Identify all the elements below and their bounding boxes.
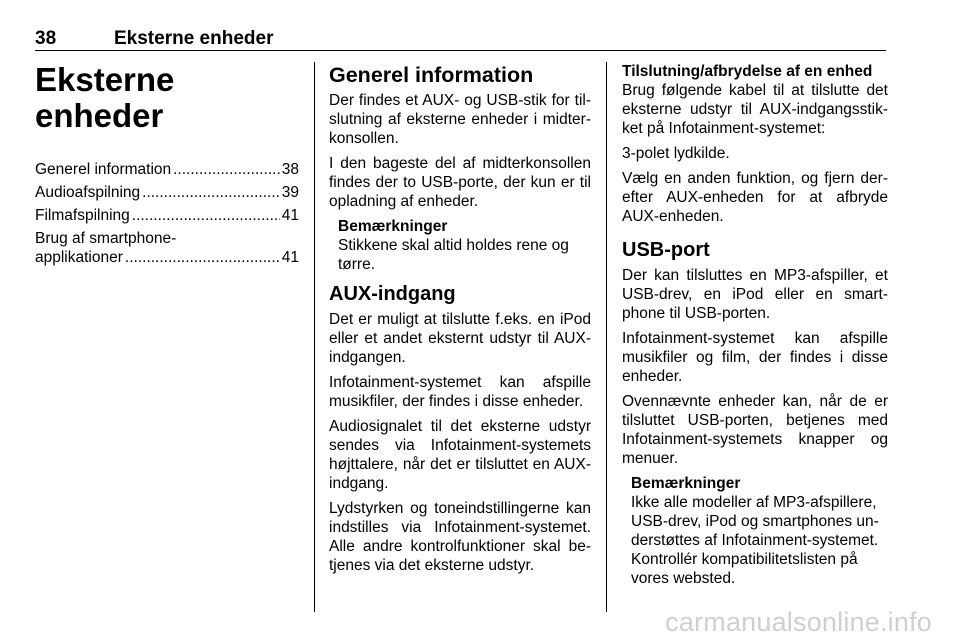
note-label: Bemærkninger xyxy=(338,218,448,235)
sub-heading: Tilslutning/afbrydelse af en enhed xyxy=(622,63,873,80)
paragraph: I den bageste del af midterkonsollen findes der to USB-porte, der kun er til opladning af enheder. xyxy=(329,155,591,210)
section-heading: AUX-indgang xyxy=(329,283,456,305)
column-divider-2 xyxy=(606,62,607,612)
note-text: Ikke alle modeller af MP3-afspillere, USB-drev, iPod og smartphones un-derstøttes af Infotainment-systemet. Kontrollér kompatibilitetslisten på vores websted. xyxy=(631,494,879,587)
paragraph: Der findes et AUX- og USB-stik for til-slutning af eksterne enheder i midter-konsollen. xyxy=(329,92,591,147)
note-label: Bemærkninger xyxy=(631,475,741,492)
column-toc xyxy=(35,62,299,271)
page-number: 38 xyxy=(35,28,57,49)
paragraph: 3-polet lydkilde. xyxy=(622,145,730,162)
running-head: Eksterne enheder xyxy=(114,28,274,49)
watermark: carmanualsonline.info xyxy=(665,607,932,637)
paragraph: Det er muligt at tilslutte f.eks. en iPod eller et andet eksternt udstyr til AUX-indgangen. xyxy=(329,311,591,366)
section-heading: Generel information xyxy=(329,63,534,87)
note-box xyxy=(329,217,591,274)
toc-entry[interactable]: Generel information ..... 38 xyxy=(35,160,299,179)
toc-entry[interactable]: Audioafspilning ..... 39 xyxy=(35,183,299,202)
paragraph: Brug følgende kabel til at tilslutte det eksterne udstyr til AUX-indgangsstik-ket på Infotainment-systemet: xyxy=(622,82,888,137)
column-general-info xyxy=(329,62,591,581)
toc-entry[interactable]: Filmafspilning ..... 41 xyxy=(35,206,299,225)
paragraph: Infotainment-systemet kan afspille musikfiler, der findes i disse enheder. xyxy=(329,374,591,410)
note-box xyxy=(622,474,888,588)
column-connection xyxy=(622,62,888,596)
paragraph: Infotainment-systemet kan afspille musikfiler og film, der findes i disse enheder. xyxy=(622,330,888,385)
paragraph: Der kan tilsluttes en MP3-afspiller, et USB-drev, en iPod eller en smart-phone til USB-porten. xyxy=(622,267,888,322)
section-heading: USB-port xyxy=(622,239,710,261)
toc-entry[interactable]: Brug af smartphone- applikationer ..... 41 xyxy=(35,229,299,267)
paragraph: Audiosignalet til det eksterne udstyr sendes via Infotainment-systemets højttalere, når det er tilsluttet en AUX-indgang. xyxy=(329,418,591,492)
chapter-title: Eksterne enheder xyxy=(35,61,175,134)
paragraph: Lydstyrken og toneindstillingerne kan indstilles via Infotainment-systemet. Alle andre kontrolfunktioner skal be-tjenes via det eksterne udstyr. xyxy=(329,500,591,574)
paragraph: Vælg en anden funktion, og fjern der-efter AUX-enheden for at afbryde AUX-enheden. xyxy=(622,170,888,225)
paragraph: Ovennævnte enheder kan, når de er tilsluttet USB-porten, betjenes med Infotainment-systemets knapper og menuer. xyxy=(622,393,888,467)
note-text: Stikkene skal altid holdes rene og tørre. xyxy=(338,237,569,273)
page-header xyxy=(35,28,886,51)
column-divider-1 xyxy=(314,62,315,612)
